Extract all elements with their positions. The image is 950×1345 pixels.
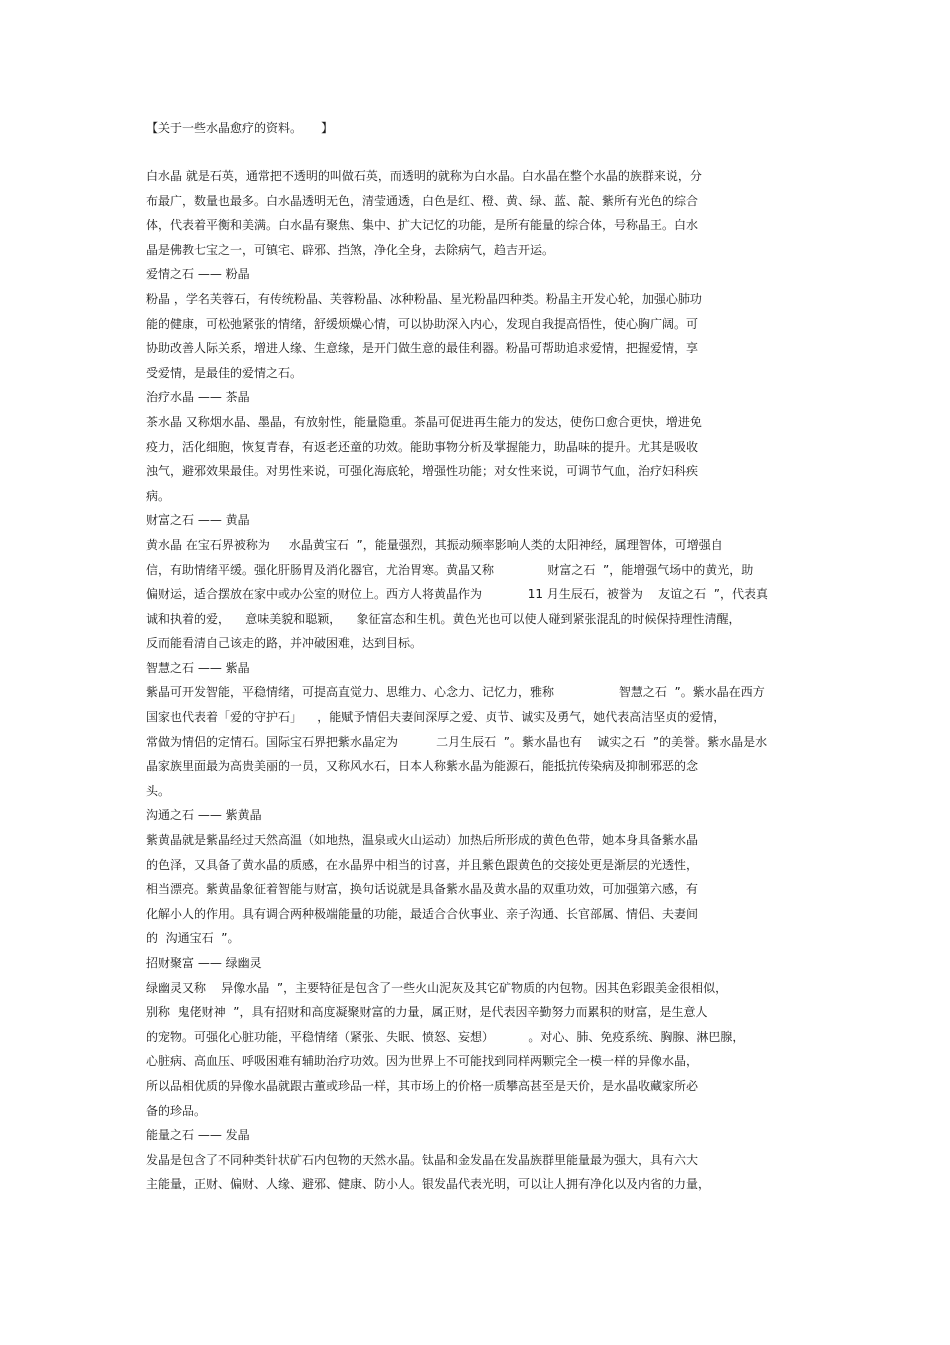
text-line: 浊气，避邪效果最佳。对男性来说，可强化海底轮，增强性功能；对女性来说，可调节气血，治疗妇科疾: [146, 464, 699, 479]
text-line: 的色泽，又具备了黄水晶的质感，在水晶界中相当的讨喜，并且紫色跟黄色的交接处更是渐层的光透性，: [146, 857, 699, 872]
text-line: 爱情之石 —— 粉晶: [146, 267, 250, 282]
text-line: 能的健康，可松弛紧张的情绪，舒缓烦燥心情，可以协助深入内心，发现自我提高悟性，使心胸广阔。可: [146, 316, 699, 331]
text-line: 能量之石 —— 发晶: [146, 1128, 250, 1143]
text-line: 诚和执着的爱， 意味美貌和聪颖， 象征富态和生机。黄色光也可以使人碰到紧张混乱的时候保持理性清醒，: [146, 611, 741, 626]
text-line: 化解小人的作用。具有调合两种极端能量的功能，最适合合伙事业、亲子沟通、长官部属、情侣、夫妻间: [146, 906, 699, 921]
text-line: 疫力，活化细胞，恢复青春，有返老还童的功效。能助事物分析及掌握能力，助晶味的提升。尤其是吸收: [146, 439, 699, 454]
text-line: 沟通之石 —— 紫黄晶: [146, 808, 262, 823]
text-line: 粉晶 ，学名芙蓉石，有传统粉晶、芙蓉粉晶、冰种粉晶、星光粉晶四种类。粉晶主开发心轮，加强心肺功: [146, 291, 702, 306]
text-line: 财富之石 —— 黄晶: [146, 513, 250, 528]
text-line: 头。: [146, 783, 171, 798]
text-line: 心脏病、高血压、呼吸困难有辅助治疗功效。因为世界上不可能找到同样两颗完全一模一样的异像水晶，: [146, 1054, 699, 1069]
text-line: 白水晶 就是石英，通常把不透明的叫做石英，而透明的就称为白水晶。白水晶在整个水晶的族群来说，分: [146, 169, 702, 183]
text-line: 的 沟通宝石 ”。: [146, 931, 240, 946]
text-line: 绿幽灵又称 异像水晶 ”，主要特征是包含了一些火山泥灰及其它矿物质的内包物。因其色彩跟美金很相似，: [146, 980, 728, 995]
text-line: 紫晶可开发智能，平稳情绪，可提高直觉力、思维力、心念力、记忆力，雅称 智慧之石 ”。紫水晶在西方: [146, 685, 765, 700]
text-line: 反而能看清自己该走的路，并冲破困难，达到目标。: [146, 636, 423, 651]
text-line: 国家也代表着「爱的守护石」 ，能赋予情侣夫妻间深厚之爱、贞节、诚实及勇气，她代表高洁坚贞的爱情，: [146, 710, 726, 725]
text-line: 主能量，正财、偏财、人缘、避邪、健康、防小人。银发晶代表光明，可以让人拥有净化以及内省的力量，: [146, 1177, 711, 1192]
text-line: 智慧之石 —— 紫晶: [146, 660, 250, 675]
text-line: 的宠物。可强化心脏功能，平稳情绪（紧张、失眠、愤怒、妄想） 。对心、肺、免疫系统、胸腺、淋巴腺，: [146, 1029, 745, 1044]
text-line: 协助改善人际关系，增进人缘、生意缘，是开门做生意的最佳利器。粉晶可帮助追求爱情，把握爱情，享: [146, 341, 699, 356]
text-line: 备的珍品。: [146, 1103, 207, 1118]
text-line: 常做为情侣的定情石。国际宝石界把紫水晶定为 二月生辰石 ”。紫水晶也有 诚实之石 ”的美誉。紫水晶是水: [146, 734, 768, 749]
text-line: 别称 鬼佬财神 ”，具有招财和高度凝聚财富的力量，属正财，是代表因辛勤努力而累积的财富，是生意人: [146, 1005, 708, 1020]
text-line: 信，有助情绪平缓。强化肝肠胃及消化器官，尤治胃寒。黄晶又称 财富之石 ”，能增强气场中的黄光，助: [146, 562, 754, 577]
text-line: 所以品相优质的异像水晶就跟古董或珍品一样，其市场上的价格一质攀高甚至是天价，是水晶收藏家所必: [146, 1078, 699, 1093]
text-line: 布最广，数量也最多。白水晶透明无色，清莹通透，白色是红、橙、黄、绿、蓝、靛、紫所有光色的综合: [146, 193, 699, 208]
text-line: 体，代表着平衡和美满。白水晶有聚焦、集中、扩大记忆的功能，是所有能量的综合体，号称晶王。白水: [146, 218, 699, 233]
document-title: 【关于一些水晶愈疗的资料。 】: [146, 121, 334, 135]
text-line: 晶家族里面最为高贵美丽的一员，又称风水石，日本人称紫水晶为能源石，能抵抗传染病及抑制邪恶的念: [146, 759, 699, 774]
text-line: 招财聚富 —— 绿幽灵: [146, 956, 262, 970]
text-line: 相当漂亮。紫黄晶象征着智能与财富，换句话说就是具备紫水晶及黄水晶的双重功效，可加强第六感，有: [146, 882, 699, 897]
text-line: 偏财运，适合摆放在家中或办公室的财位上。西方人将黄晶作为 11 月生辰石，被誉为 友谊之石 ”，代表真: [146, 587, 768, 602]
text-line: 受爱情，是最佳的爱情之石。: [146, 365, 303, 380]
text-line: 黄水晶 在宝石界被称为 水晶黄宝石 ”，能量强烈，其振动频率影响人类的太阳神经，属理智体，可增强自: [146, 537, 723, 552]
text-line: 治疗水晶 —— 茶晶: [146, 390, 250, 405]
text-line: 发晶是包含了不同种类针状矿石内包物的天然水晶。钛晶和金发晶在发晶族群里能量最为强大，具有六大: [146, 1152, 699, 1167]
document-body: [146, 164, 826, 1197]
text-line: 晶是佛教七宝之一，可镇宅、辟邪、挡煞，净化全身，去除病气，趋吉开运。: [146, 242, 555, 257]
text-line: 茶水晶 又称烟水晶、墨晶，有放射性，能量隐重。茶晶可促进再生能力的发达，使伤口愈合更快，增进免: [146, 414, 702, 429]
text-line: 病。: [146, 488, 171, 503]
text-line: 紫黄晶就是紫晶经过天然高温（如地热，温泉或火山运动）加热后所形成的黄色色带，她本身具备紫水晶: [146, 833, 699, 848]
